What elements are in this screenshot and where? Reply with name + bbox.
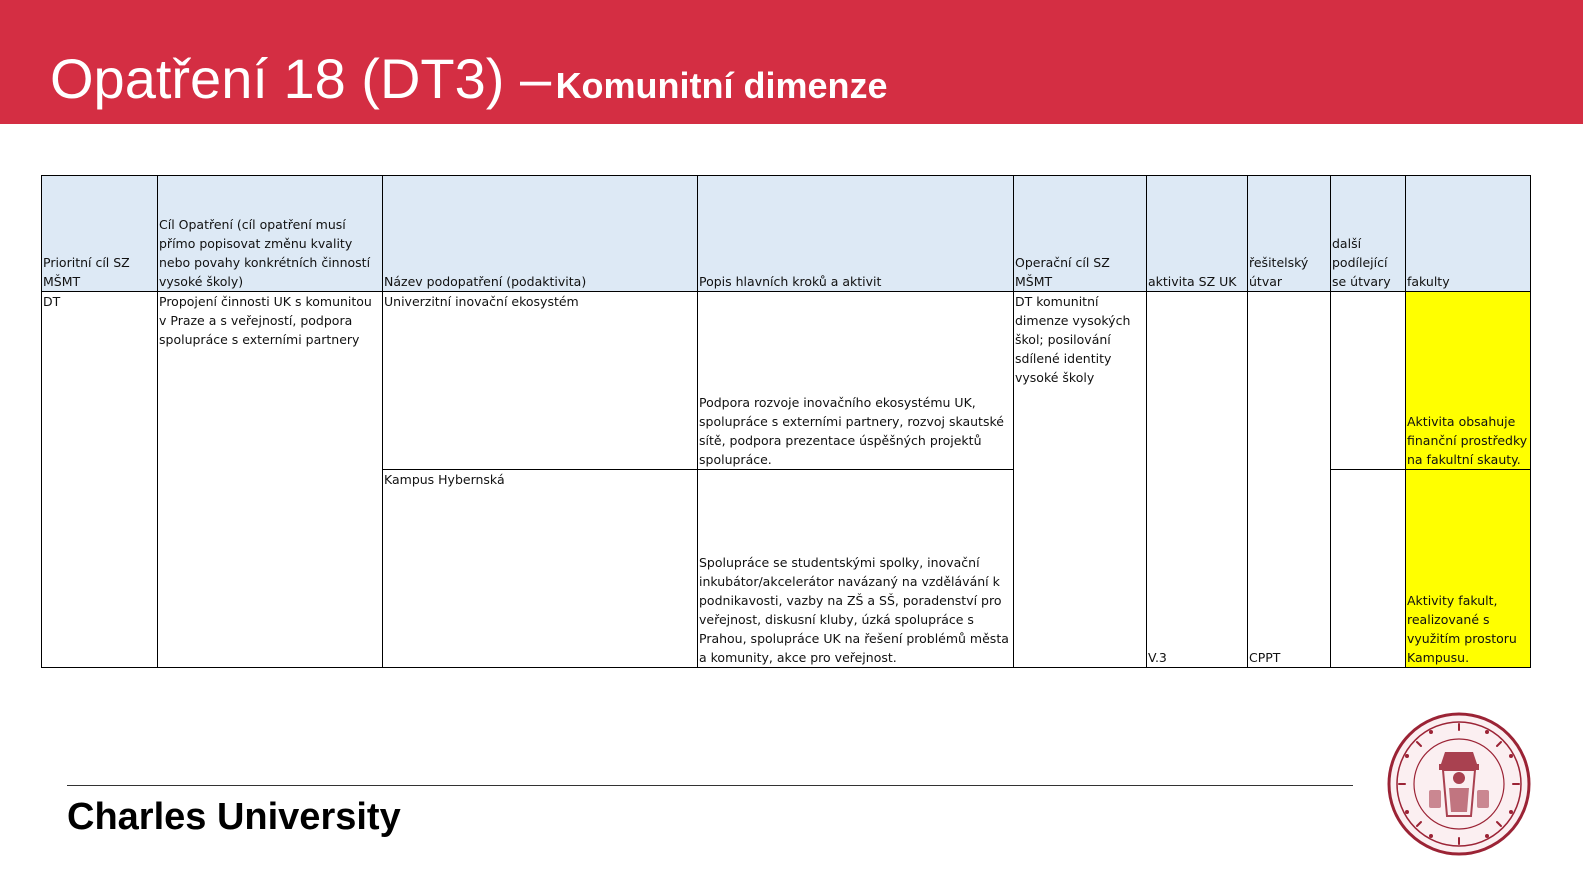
col-header-goal: Cíl Opatření (cíl opatření musí přímo popisovat změnu kvality nebo povahy konkrétních činností vysoké školy) bbox=[158, 176, 383, 292]
cell-other-units bbox=[1331, 292, 1406, 470]
cell-description: Podpora rozvoje inovačního ekosystému UK, spolupráce s externími partnery, rozvoj skautské sítě, podpora prezentace úspěšných projektů spolupráce. bbox=[698, 292, 1014, 470]
cell-other-units bbox=[1331, 470, 1406, 668]
title-sub: Komunitní dimenze bbox=[555, 65, 888, 106]
col-header-sub-measure: Název podopatření (podaktivita) bbox=[383, 176, 698, 292]
col-header-operational-goal: Operační cíl SZ MŠMT bbox=[1014, 176, 1147, 292]
table-header-row bbox=[42, 176, 1531, 292]
footer-university-name: Charles University bbox=[67, 796, 401, 838]
measures-table bbox=[41, 175, 1531, 668]
cell-goal: Propojení činnosti UK s komunitou v Praze a s veřejností, podpora spolupráce s externími partnery bbox=[158, 292, 383, 668]
col-header-unit: řešitelský útvar bbox=[1248, 176, 1331, 292]
cell-operational-goal: DT komunitní dimenze vysokých škol; posilování sdílené identity vysoké školy bbox=[1014, 292, 1147, 668]
cell-activity: V.3 bbox=[1147, 292, 1248, 668]
university-seal-icon bbox=[1387, 712, 1531, 856]
cell-unit: CPPT bbox=[1248, 292, 1331, 668]
footer-divider bbox=[67, 785, 1353, 786]
col-header-activity: aktivita SZ UK bbox=[1147, 176, 1248, 292]
cell-faculties: Aktivity fakult, realizované s využitím prostoru Kampusu. bbox=[1406, 470, 1531, 668]
col-header-faculties: fakulty bbox=[1406, 176, 1531, 292]
page-title bbox=[50, 46, 888, 111]
col-header-other-units: další podílející se útvary bbox=[1331, 176, 1406, 292]
col-header-description: Popis hlavních kroků a aktivit bbox=[698, 176, 1014, 292]
title-main: Opatření 18 (DT3) – bbox=[50, 47, 552, 110]
table-row bbox=[42, 292, 1531, 470]
col-header-priority: Prioritní cíl SZ MŠMT bbox=[42, 176, 158, 292]
cell-sub-measure: Kampus Hybernská bbox=[383, 470, 698, 668]
cell-description: Spolupráce se studentskými spolky, inovační inkubátor/akcelerátor navázaný na vzdělávání k podnikavosti, vazby na ZŠ a SŠ, poradenství pro veřejnost, diskusní kluby, úzká spolupráce s Prahou, spolupráce UK na řešení problémů města a komunity, akce pro veřejnost. bbox=[698, 470, 1014, 668]
cell-priority: DT bbox=[42, 292, 158, 668]
cell-sub-measure: Univerzitní inovační ekosystém bbox=[383, 292, 698, 470]
cell-faculties: Aktivita obsahuje finanční prostředky na fakultní skauty. bbox=[1406, 292, 1531, 470]
